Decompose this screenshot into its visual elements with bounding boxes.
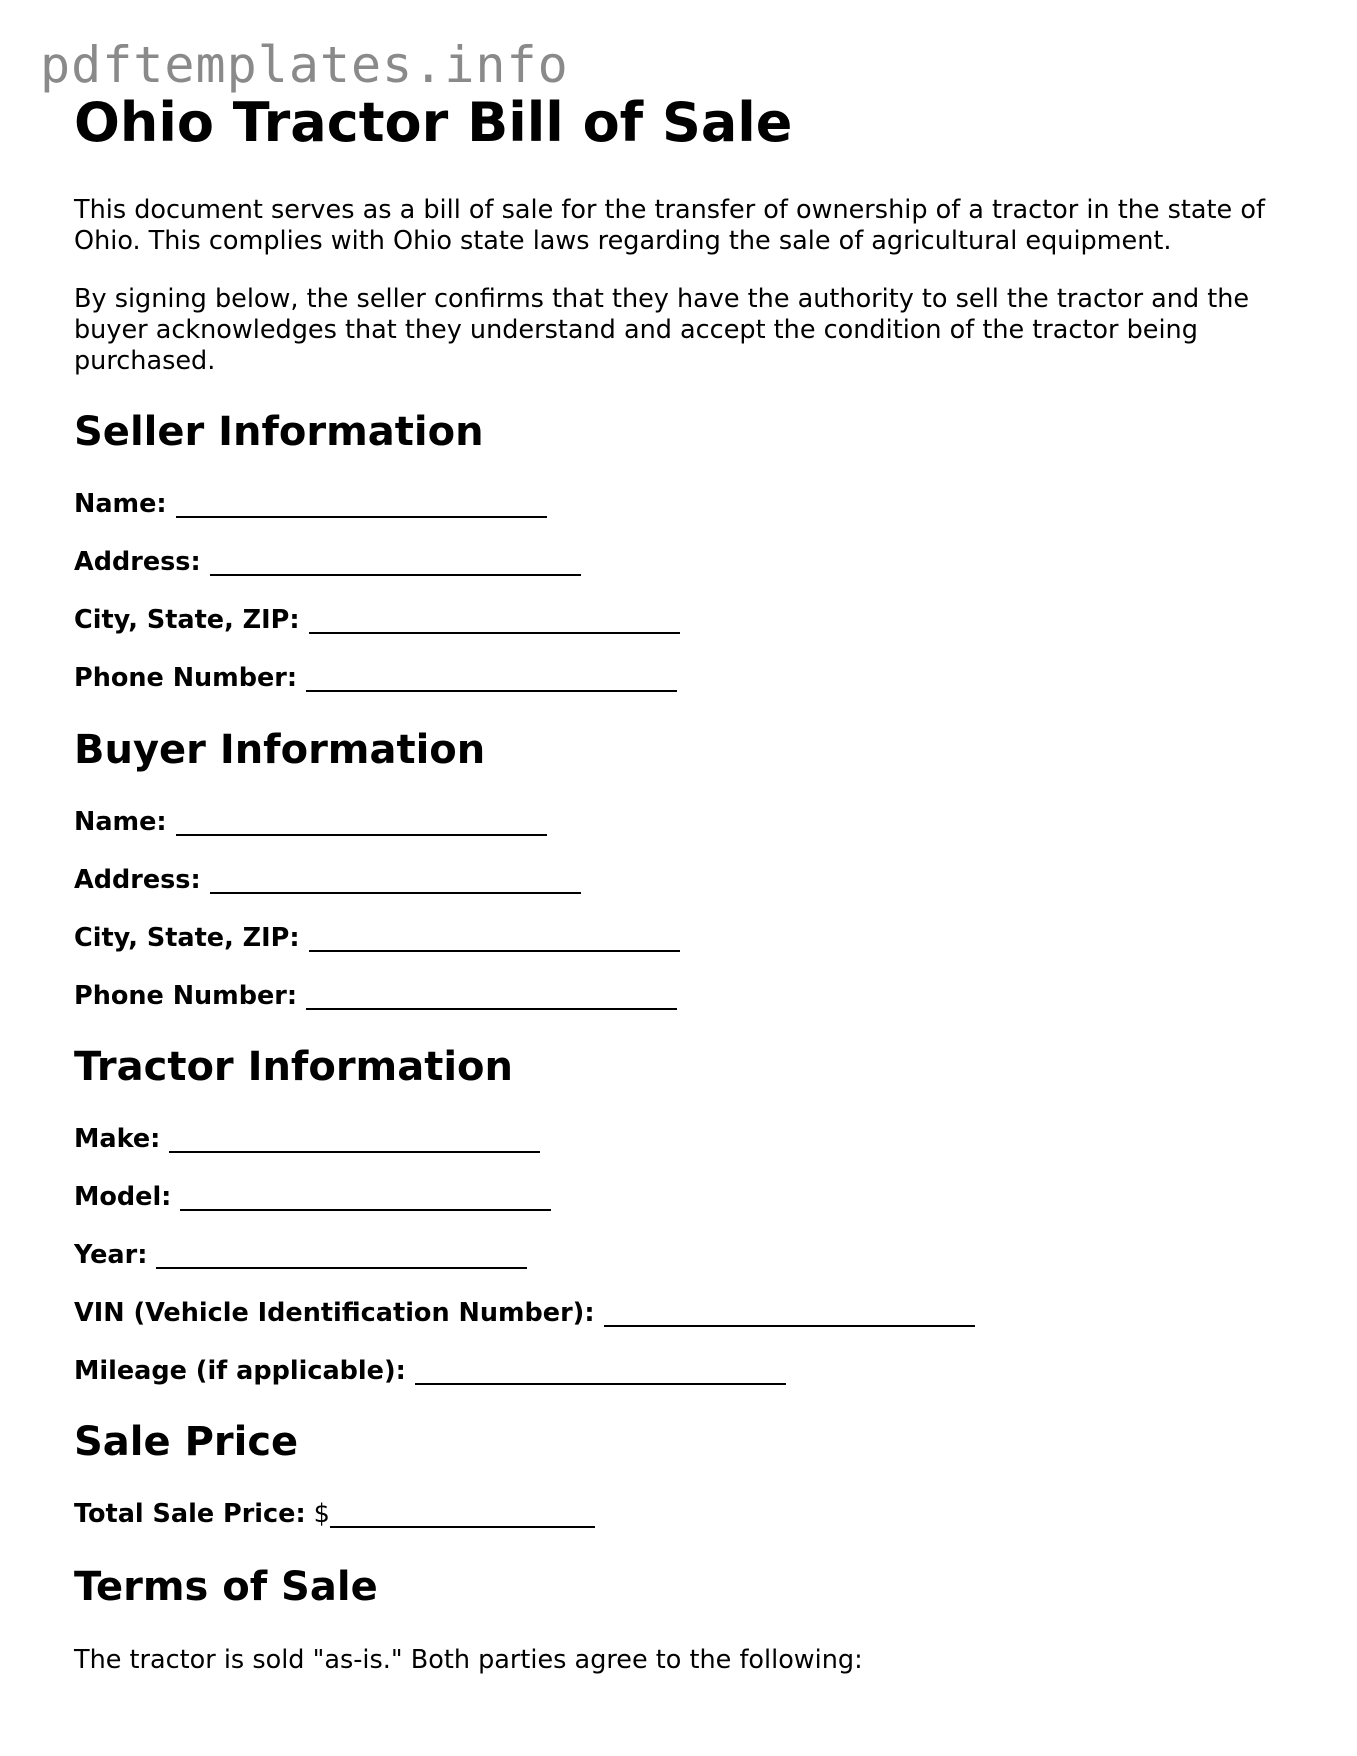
- tractor-make-field[interactable]: [74, 1124, 540, 1154]
- seller-phone-blank[interactable]: [306, 668, 677, 692]
- seller-city-state-zip-field[interactable]: [74, 605, 680, 635]
- buyer-name-label: Name:: [74, 807, 167, 837]
- buyer-section-heading: Buyer Information: [74, 727, 486, 773]
- buyer-name-blank[interactable]: [176, 812, 547, 836]
- seller-city-state-zip-blank[interactable]: [309, 610, 680, 634]
- sale-price-section-heading: Sale Price: [74, 1419, 299, 1465]
- seller-phone-label: Phone Number:: [74, 663, 298, 693]
- tractor-year-blank[interactable]: [156, 1245, 527, 1269]
- tractor-model-field[interactable]: [74, 1182, 551, 1212]
- tractor-make-blank[interactable]: [169, 1129, 540, 1153]
- tractor-mileage-blank[interactable]: [415, 1361, 786, 1385]
- total-sale-price-field[interactable]: [74, 1499, 595, 1529]
- intro-paragraph-1: This document serves as a bill of sale for the transfer of ownership of a tractor in the state of Ohio. This complies with Ohio state laws regarding the sale of agricultural equipment.: [74, 195, 1265, 256]
- tractor-year-field[interactable]: [74, 1240, 527, 1270]
- tractor-vin-label: VIN (Vehicle Identification Number):: [74, 1298, 595, 1328]
- terms-text: The tractor is sold "as-is." Both parties agree to the following:: [74, 1645, 863, 1675]
- buyer-name-field[interactable]: [74, 807, 547, 837]
- seller-phone-field[interactable]: [74, 663, 677, 693]
- seller-section-heading: Seller Information: [74, 409, 484, 455]
- total-sale-price-label: Total Sale Price:: [74, 1499, 306, 1529]
- tractor-model-label: Model:: [74, 1182, 172, 1212]
- tractor-model-blank[interactable]: [180, 1187, 551, 1211]
- buyer-phone-label: Phone Number:: [74, 981, 298, 1011]
- buyer-city-state-zip-blank[interactable]: [309, 928, 680, 952]
- total-sale-price-blank[interactable]: [330, 1504, 595, 1528]
- watermark-logo: pdftemplates.info: [40, 36, 569, 94]
- intro-paragraph-2: By signing below, the seller confirms that they have the authority to sell the tractor and the buyer acknowledges that they understand and accept the condition of the tractor being purchased.: [74, 284, 1250, 376]
- buyer-city-state-zip-field[interactable]: [74, 923, 680, 953]
- tractor-vin-blank[interactable]: [604, 1303, 975, 1327]
- seller-address-blank[interactable]: [210, 552, 581, 576]
- currency-symbol: $: [313, 1499, 330, 1529]
- buyer-phone-blank[interactable]: [306, 986, 677, 1010]
- seller-name-label: Name:: [74, 489, 167, 519]
- seller-address-label: Address:: [74, 547, 201, 577]
- tractor-mileage-field[interactable]: [74, 1356, 786, 1386]
- seller-name-field[interactable]: [74, 489, 547, 519]
- seller-city-state-zip-label: City, State, ZIP:: [74, 605, 300, 635]
- tractor-mileage-label: Mileage (if applicable):: [74, 1356, 406, 1386]
- page-title: Ohio Tractor Bill of Sale: [74, 91, 793, 154]
- tractor-year-label: Year:: [74, 1240, 148, 1270]
- seller-address-field[interactable]: [74, 547, 581, 577]
- buyer-address-field[interactable]: [74, 865, 581, 895]
- seller-name-blank[interactable]: [176, 494, 547, 518]
- buyer-address-label: Address:: [74, 865, 201, 895]
- buyer-city-state-zip-label: City, State, ZIP:: [74, 923, 300, 953]
- tractor-vin-field[interactable]: [74, 1298, 975, 1328]
- buyer-phone-field[interactable]: [74, 981, 677, 1011]
- tractor-make-label: Make:: [74, 1124, 161, 1154]
- terms-section-heading: Terms of Sale: [74, 1564, 378, 1610]
- tractor-section-heading: Tractor Information: [74, 1044, 514, 1090]
- buyer-address-blank[interactable]: [210, 870, 581, 894]
